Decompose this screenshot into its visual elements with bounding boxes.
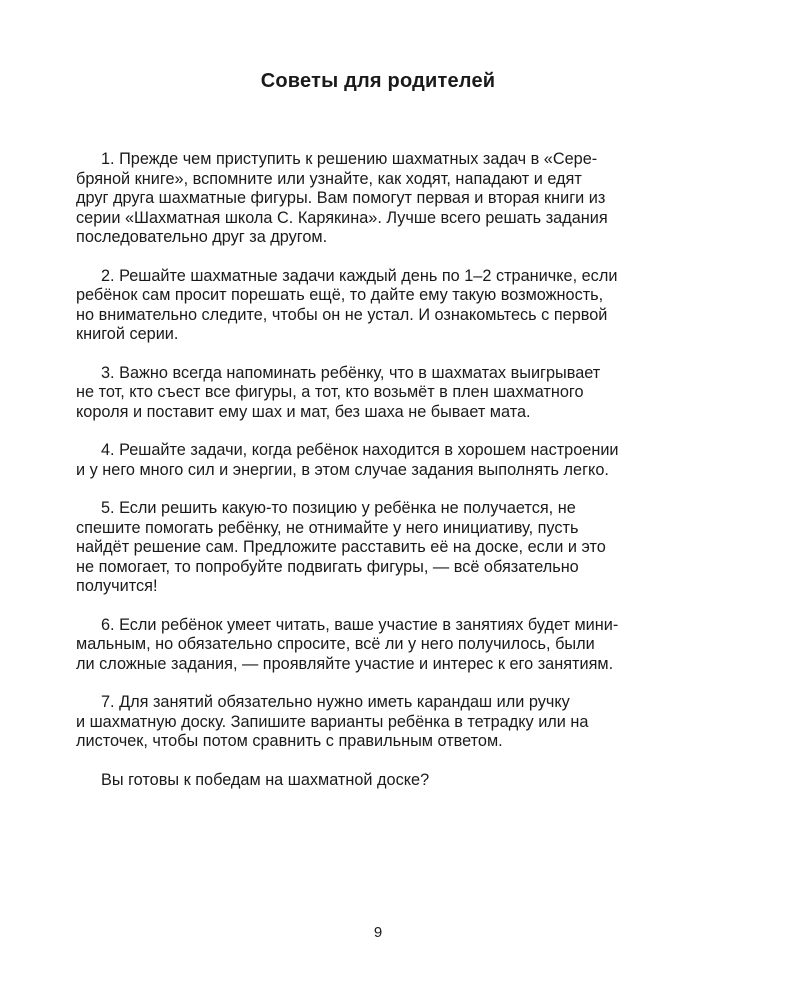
paragraph-line: не помогает, то попробуйте подвигать фигуры, — всё обязательно (76, 557, 579, 576)
paragraph-line: 7. Для занятий обязательно нужно иметь карандаш или ручку (101, 693, 570, 711)
paragraph-line: короля и поставит ему шах и мат, без шаха не бывает мата. (76, 402, 531, 421)
paragraph-line: и шахматную доску. Запишите варианты ребёнка в тетрадку или на (76, 712, 589, 731)
closing-question (76, 771, 688, 791)
page-title: Советы для родителей (260, 70, 496, 92)
paragraph-line: 1. Прежде чем приступить к решению шахматных задач в «Сере- (101, 150, 598, 168)
paragraph-line: 6. Если ребёнок умеет читать, ваше участие в занятиях будет мини- (101, 615, 619, 634)
paragraph-line: 3. Важно всегда напоминать ребёнку, что в шахматах выигрывает (101, 363, 601, 382)
paragraph-line: листочек, чтобы потом сравнить с правильным ответом. (76, 732, 503, 750)
paragraph-line: книгой серии. (76, 325, 179, 343)
paragraph-line: не тот, кто съест все фигуры, а тот, кто возьмёт в плен шахматного (76, 383, 584, 401)
paragraph-3 (76, 364, 688, 423)
paragraph-6 (76, 616, 688, 675)
paragraph-line: серии «Шахматная школа С. Карякина». Лучше всего решать задания (76, 208, 608, 227)
page-number: 9 (373, 924, 383, 941)
paragraph-line: спешите помогать ребёнку, не отнимайте у него инициативу, пусть (76, 518, 579, 537)
paragraph-line: найдёт решение сам. Предложите расставить её на доске, если и это (76, 538, 606, 556)
paragraph-1 (76, 150, 688, 248)
paragraph-line: и у него много сил и энергии, в этом случае задания выполнять легко. (76, 460, 609, 479)
paragraph-line: но внимательно следите, чтобы он не устал. И ознакомьтесь с первой (76, 305, 608, 324)
paragraph-line: 2. Решайте шахматные задачи каждый день по 1–2 страничке, если (101, 266, 618, 285)
paragraph-line: друг друга шахматные фигуры. Вам помогут первая и вторая книги из (76, 189, 606, 207)
paragraph-5 (76, 499, 688, 597)
body-text (76, 150, 688, 809)
paragraph-line: получится! (76, 577, 158, 595)
paragraph-4 (76, 441, 688, 480)
paragraph-line: 4. Решайте задачи, когда ребёнок находится в хорошем настроении (101, 441, 619, 459)
paragraph-line: ли сложные задания, — проявляйте участие и интерес к его занятиям. (76, 654, 614, 673)
paragraph-line: ребёнок сам просит порешать ещё, то дайте ему такую возможность, (76, 286, 604, 304)
paragraph-line: 5. Если решить какую-то позицию у ребёнка не получается, не (101, 499, 576, 517)
paragraph-line: мальным, но обязательно спросите, всё ли у него получилось, были (76, 635, 595, 653)
paragraph-line: бряной книге», вспомните или узнайте, как ходят, нападают и едят (76, 169, 582, 188)
paragraph-2 (76, 267, 688, 345)
paragraph-line: последовательно друг за другом. (76, 228, 328, 246)
paragraph-line: Вы готовы к победам на шахматной доске? (101, 770, 430, 789)
paragraph-7 (76, 693, 688, 752)
